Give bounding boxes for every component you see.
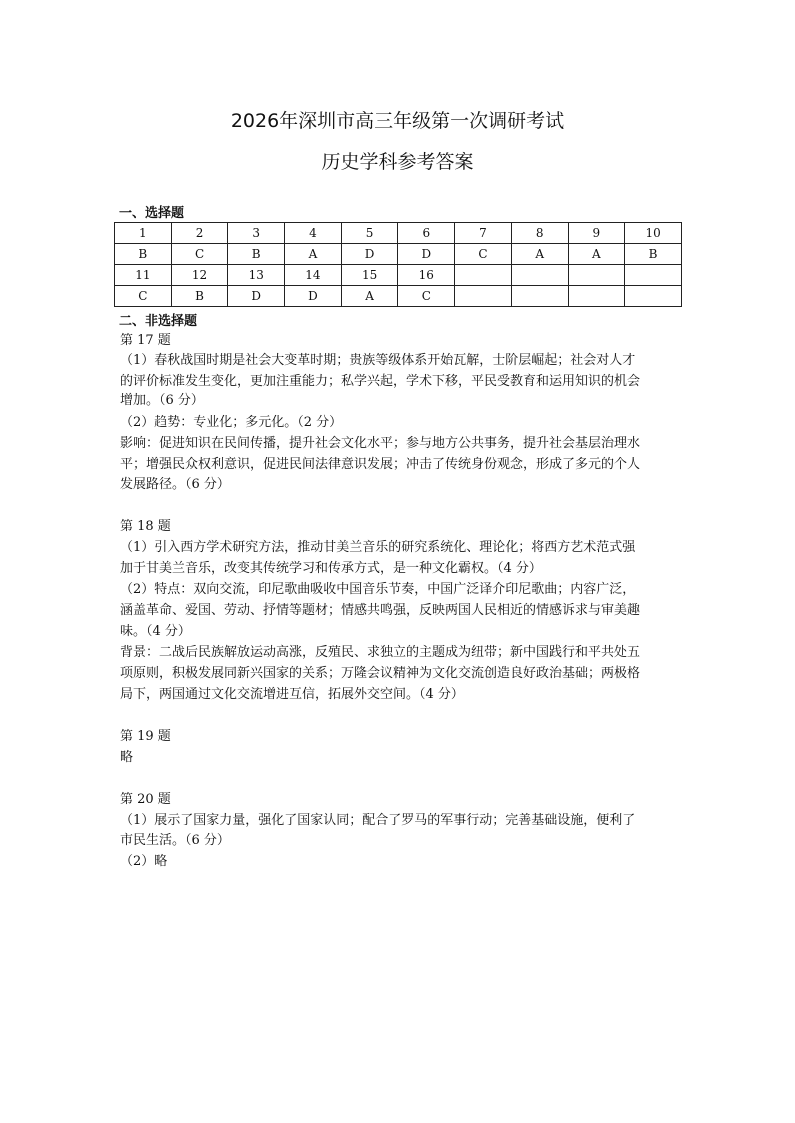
table-cell: B [625,244,682,265]
table-row [115,286,682,307]
question-heading: 第 18 题 [120,519,171,534]
table-cell: C [115,286,172,307]
question-heading: 第 17 题 [120,333,171,348]
table-cell: 15 [341,265,398,286]
table-cell: 16 [398,265,455,286]
answer-line: 平；增强民众权利意识，促进民间法律意识发展；冲击了传统身份观念，形成了多元的个人 [120,457,641,472]
answer-line: （2）趋势：专业化；多元化。（2 分） [120,415,343,430]
page-title: 2026年深圳市高三年级第一次调研考试 [230,110,565,132]
table-cell: B [115,244,172,265]
table-row [115,244,682,265]
table-cell: D [341,244,398,265]
answer-table [114,222,682,307]
answer-line: （1）引入西方学术研究方法，推动甘美兰音乐的研究系统化、理论化；将西方艺术范式强 [120,540,636,555]
table-cell: 1 [115,223,172,244]
answer-line: 影响：促进知识在民间传播，提升社会文化水平；参与地方公共事务，提升社会基层治理水 [120,436,641,451]
section-heading-non-choice: 二、非选择题 [119,314,198,329]
answer-line: 项原则，积极发展同新兴国家的关系；万隆会议精神为文化交流创造良好政治基础；两极格 [120,666,641,681]
table-cell: B [171,286,228,307]
answer-line: 增加。（6 分） [120,393,204,408]
table-cell [511,286,568,307]
table-cell: 10 [625,223,682,244]
answer-line: 加于甘美兰音乐，改变其传统学习和传承方式，是一种文化霸权。（4 分） [120,561,542,576]
table-cell: 7 [455,223,512,244]
table-cell: 12 [171,265,228,286]
answer-line: （2）特点：双向交流，印尼歌曲吸收中国音乐节奏，中国广泛译介印尼歌曲；内容广泛， [120,582,636,597]
table-cell: A [568,244,625,265]
answer-line: （1）春秋战国时期是社会大变革时期；贵族等级体系开始瓦解，士阶层崛起；社会对人才 [120,353,636,368]
table-cell: D [398,244,455,265]
table-cell: D [285,286,342,307]
section-heading-choice: 一、选择题 [119,206,185,221]
page-subtitle: 历史学科参考答案 [321,151,474,173]
answer-line: 市民生活。（6 分） [120,833,230,848]
table-cell: 2 [171,223,228,244]
answer-line: 味。（4 分） [120,624,191,639]
answer-line: 涵盖革命、爱国、劳动、抒情等题材；情感共鸣强，反映两国人民相近的情感诉求与审美趣 [120,603,641,618]
table-cell [511,265,568,286]
answer-line: 发展路径。（6 分） [120,477,230,492]
answer-line: （2）略 [120,854,168,869]
table-cell: 9 [568,223,625,244]
answer-line: 局下，两国通过文化交流增进互信，拓展外交空间。（4 分） [120,687,464,702]
answer-line: 的评价标准发生变化，更加注重能力；私学兴起，学术下移，平民受教育和运用知识的机会 [120,374,641,389]
table-cell: 3 [228,223,285,244]
table-cell: 14 [285,265,342,286]
table-cell: D [228,286,285,307]
table-cell: A [511,244,568,265]
table-cell [455,265,512,286]
table-cell: A [285,244,342,265]
table-cell [455,286,512,307]
table-cell: 6 [398,223,455,244]
table-cell: 8 [511,223,568,244]
table-cell: A [341,286,398,307]
answer-line: 略 [120,750,134,765]
table-cell [625,265,682,286]
table-cell: 11 [115,265,172,286]
table-cell: C [171,244,228,265]
table-cell: 5 [341,223,398,244]
table-cell: 4 [285,223,342,244]
table-cell [568,286,625,307]
table-row [115,223,682,244]
table-cell: B [228,244,285,265]
answer-line: （1）展示了国家力量，强化了国家认同；配合了罗马的军事行动；完善基础设施，便利了 [120,813,636,828]
answer-line: 背景：二战后民族解放运动高涨，反殖民、求独立的主题成为纽带；新中国践行和平共处五 [120,645,641,660]
table-cell: C [398,286,455,307]
table-cell [568,265,625,286]
table-cell [625,286,682,307]
table-cell: 13 [228,265,285,286]
question-heading: 第 20 题 [120,792,171,807]
table-cell: C [455,244,512,265]
table-row [115,265,682,286]
question-heading: 第 19 题 [120,729,171,744]
